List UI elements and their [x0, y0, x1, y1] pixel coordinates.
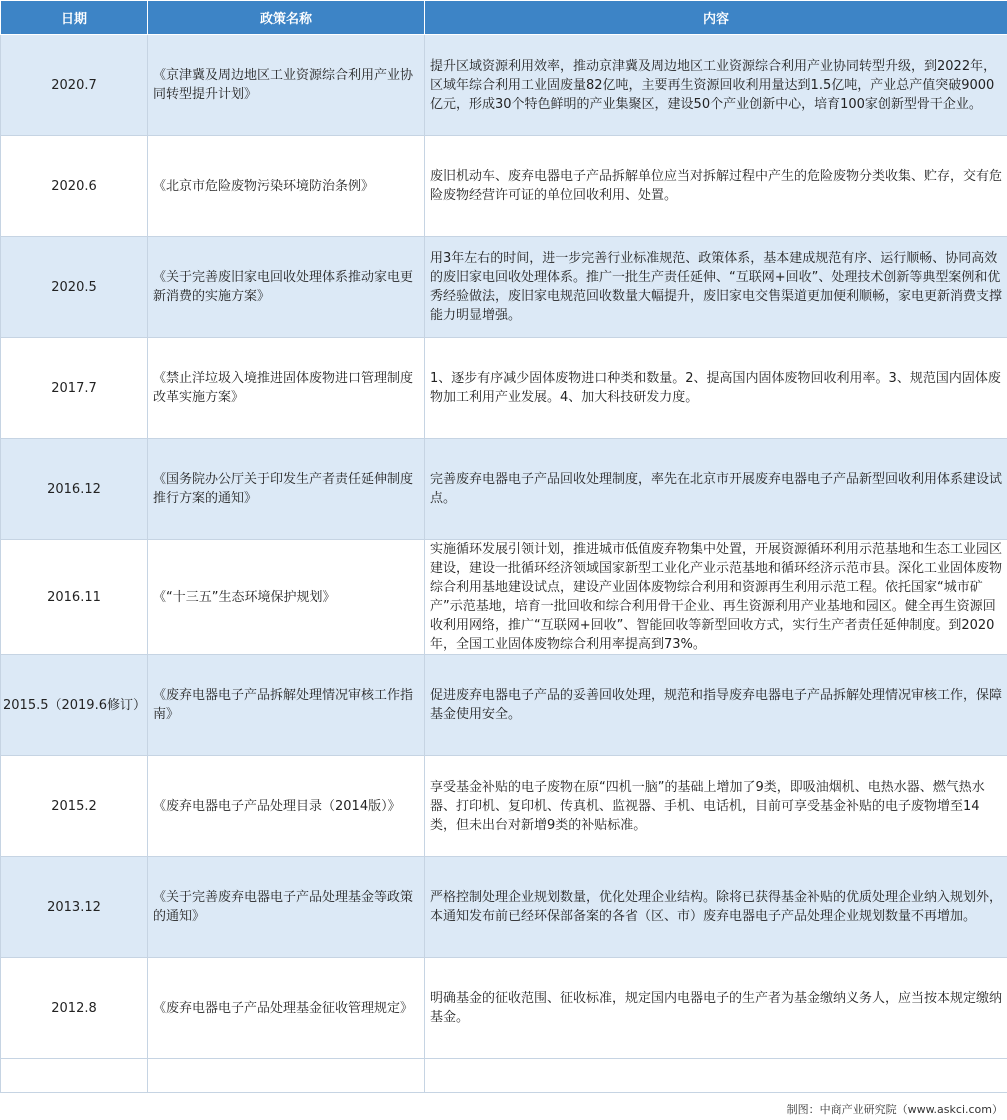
row-date: 2013.12: [1, 857, 148, 958]
table-row: [1, 338, 1007, 439]
row-content: 废旧机动车、废弃电器电子产品拆解单位应当对拆解过程中产生的危险废物分类收集、贮存，交有危险废物经营许可证的单位回收利用、处置。: [425, 136, 1007, 237]
table-row: [1, 958, 1007, 1059]
table-row: [1, 35, 1007, 136]
row-content: 明确基金的征收范围、征收标准，规定国内电器电子的生产者为基金缴纳义务人，应当按本规定缴纳基金。: [425, 958, 1007, 1059]
row-date: 2015.2: [1, 756, 148, 857]
row-content: 严格控制处理企业规划数量，优化处理企业结构。除将已获得基金补贴的优质处理企业纳入规划外，本通知发布前已经环保部备案的各省（区、市）废弃电器电子产品处理企业规划数量不再增加。: [425, 857, 1007, 958]
row-policy: 《国务院办公厅关于印发生产者责任延伸制度推行方案的通知》: [148, 439, 425, 540]
row-policy: 《关于完善废弃电器电子产品处理基金等政策的通知》: [148, 857, 425, 958]
source-credit: 制图：中商产业研究院（www.askci.com）: [786, 1103, 1003, 1116]
row-policy: 《废弃电器电子产品处理基金征收管理规定》: [148, 958, 425, 1059]
row-date: 2016.11: [1, 540, 148, 655]
row-content: 促进废弃电器电子产品的妥善回收处理，规范和指导废弃电器电子产品拆解处理情况审核工作，保障基金使用安全。: [425, 655, 1007, 756]
row-content: 提升区域资源利用效率，推动京津冀及周边地区工业资源综合利用产业协同转型升级，到2022年，区域年综合利用工业固废量82亿吨，主要再生资源回收利用量达到1.5亿吨，产业总产值突破9000亿元，形成30个特色鲜明的产业集聚区，建设50个产业创新中心，培育100家创新型骨干企业。: [425, 35, 1007, 136]
row-content: 完善废弃电器电子产品回收处理制度，率先在北京市开展废弃电器电子产品新型回收利用体系建设试点。: [425, 439, 1007, 540]
row-policy: 《关于完善废旧家电回收处理体系推动家电更新消费的实施方案》: [148, 237, 425, 338]
row-content: 1、逐步有序减少固体废物进口种类和数量。2、提高国内固体废物回收利用率。3、规范国内固体废物加工利用产业发展。4、加大科技研发力度。: [425, 338, 1007, 439]
header-content: 内容: [425, 1, 1007, 35]
row-policy: 《北京市危险废物污染环境防治条例》: [148, 136, 425, 237]
row-policy: 《禁止洋垃圾入境推进固体废物进口管理制度改革实施方案》: [148, 338, 425, 439]
empty-row: [1, 1059, 1007, 1093]
row-date: 2020.5: [1, 237, 148, 338]
row-content: 实施循环发展引领计划，推进城市低值废弃物集中处置，开展资源循环利用示范基地和生态工业园区建设，建设一批循环经济领域国家新型工业化产业示范基地和循环经济示范市县。深化工业固体废物综合利用基地建设试点，建设产业固体废物综合利用和资源再生利用示范工程。依托国家“城市矿产”示范基地，培育一批回收和综合利用骨干企业、再生资源利用产业基地和园区。健全再生资源回收利用网络，推广“互联网+回收”、智能回收等新型回收方式，实行生产者责任延伸制度。到2020年，全国工业固体废物综合利用率提高到73%。: [425, 540, 1007, 655]
empty-cell: [425, 1059, 1007, 1093]
row-content: 用3年左右的时间，进一步完善行业标准规范、政策体系，基本建成规范有序、运行顺畅、协同高效的废旧家电回收处理体系。推广一批生产责任延伸、“互联网+回收”、处理技术创新等典型案例和优秀经验做法，废旧家电规范回收数量大幅提升，废旧家电交售渠道更加便利顺畅，家电更新消费支撑能力明显增强。: [425, 237, 1007, 338]
table-row: [1, 857, 1007, 958]
table-row: [1, 439, 1007, 540]
table-row: [1, 237, 1007, 338]
header-date: 日期: [1, 1, 148, 35]
table-row: [1, 540, 1007, 655]
row-policy: 《废弃电器电子产品拆解处理情况审核工作指南》: [148, 655, 425, 756]
table-row: [1, 655, 1007, 756]
row-date: 2016.12: [1, 439, 148, 540]
row-date: 2017.7: [1, 338, 148, 439]
row-date: 2020.7: [1, 35, 148, 136]
row-content: 享受基金补贴的电子废物在原“四机一脑”的基础上增加了9类，即吸油烟机、电热水器、燃气热水器、打印机、复印机、传真机、监视器、手机、电话机，目前可享受基金补贴的电子废物增至14类，但未出台对新增9类的补贴标准。: [425, 756, 1007, 857]
row-date: 2020.6: [1, 136, 148, 237]
row-policy: 《废弃电器电子产品处理目录（2014版）》: [148, 756, 425, 857]
header-policy: 政策名称: [148, 1, 425, 35]
table-row: [1, 756, 1007, 857]
table-header-row: [1, 1, 1007, 35]
row-date: 2012.8: [1, 958, 148, 1059]
empty-cell: [148, 1059, 425, 1093]
empty-cell: [1, 1059, 148, 1093]
row-policy: 《“十三五”生态环境保护规划》: [148, 540, 425, 655]
row-date: 2015.5（2019.6修订）: [1, 655, 148, 756]
row-policy: 《京津冀及周边地区工业资源综合利用产业协同转型提升计划》: [148, 35, 425, 136]
table-row: [1, 136, 1007, 237]
